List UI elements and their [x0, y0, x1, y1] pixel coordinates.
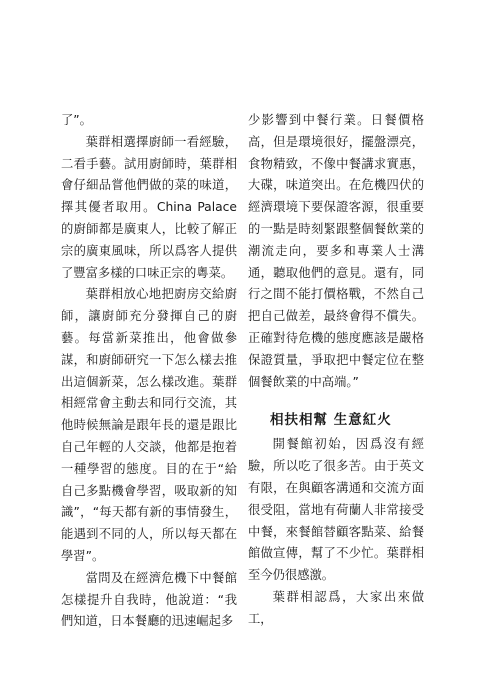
paragraph-japanese-restaurants: 少影響到中餐行業。日餐價格高，但是環境很好，擺盤漂亮，食物精致，不像中餐講求實惠，大碟，味道突出。在危機四伏的經濟環境下要保證客源，很重要的一點是時刻緊跟整個餐飲業的潮流走向，要多和專業人士溝通，聽取他們的意見。還有，同行之間不能打價格戰，不然自己把自己做差，最終會得不償失。正確對待危機的態度應該是嚴格保證質量，爭取把中餐定位在整個餐飲業的中高端。” [248, 113, 424, 389]
paragraph-chef-selection: 葉群相選擇廚師一看經驗，二看手藝。試用廚師時，葉群相會仔細品嘗他們做的菜的味道，擇其優者取用。China Palace的廚師都是廣東人，比較了解正宗的廣東風味，所以爲客人提供了豐富多樣的口味正宗的粵菜。 [61, 134, 237, 280]
right-column [248, 110, 424, 631]
left-column [61, 110, 237, 633]
section-heading: 相扶相幫 生意紅火 [270, 412, 392, 429]
paragraph-working-together: 葉群相認爲，大家出來做工， [248, 589, 424, 626]
paragraph-continuation: 了”。 [61, 113, 92, 127]
paragraph-economic-crisis: 當問及在經濟危機下中餐館怎樣提升自我時，他說道：“我們知道，日本餐廳的迅速崛起多 [61, 570, 237, 629]
paragraph-early-days: 開餐館初始，因爲沒有經驗，所以吃了很多苦。由于英文有限，在與顧客溝通和交流方面很受阻，當地有荷蘭人非常接受中餐，來餐館替顧客點菜、給餐館做宣傳，幫了不少忙。葉群相至今仍很感激。 [248, 437, 424, 583]
paragraph-kitchen-trust: 葉群相放心地把廚房交給廚師，讓廚師充分發揮自己的廚藝。每當新菜推出，他會做參謀，和廚師研究一下怎么樣去推出這個新菜，怎么樣改進。葉群相經常會主動去和同行交流，其他時候無論是跟年長的還是跟比自己年輕的人交談，他都是抱着一種學習的態度。目的在于“給自己多點機會學習，吸取新的知識”，“每天都有新的事情發生，能遇到不同的人，所以每天都在學習”。 [61, 287, 237, 563]
